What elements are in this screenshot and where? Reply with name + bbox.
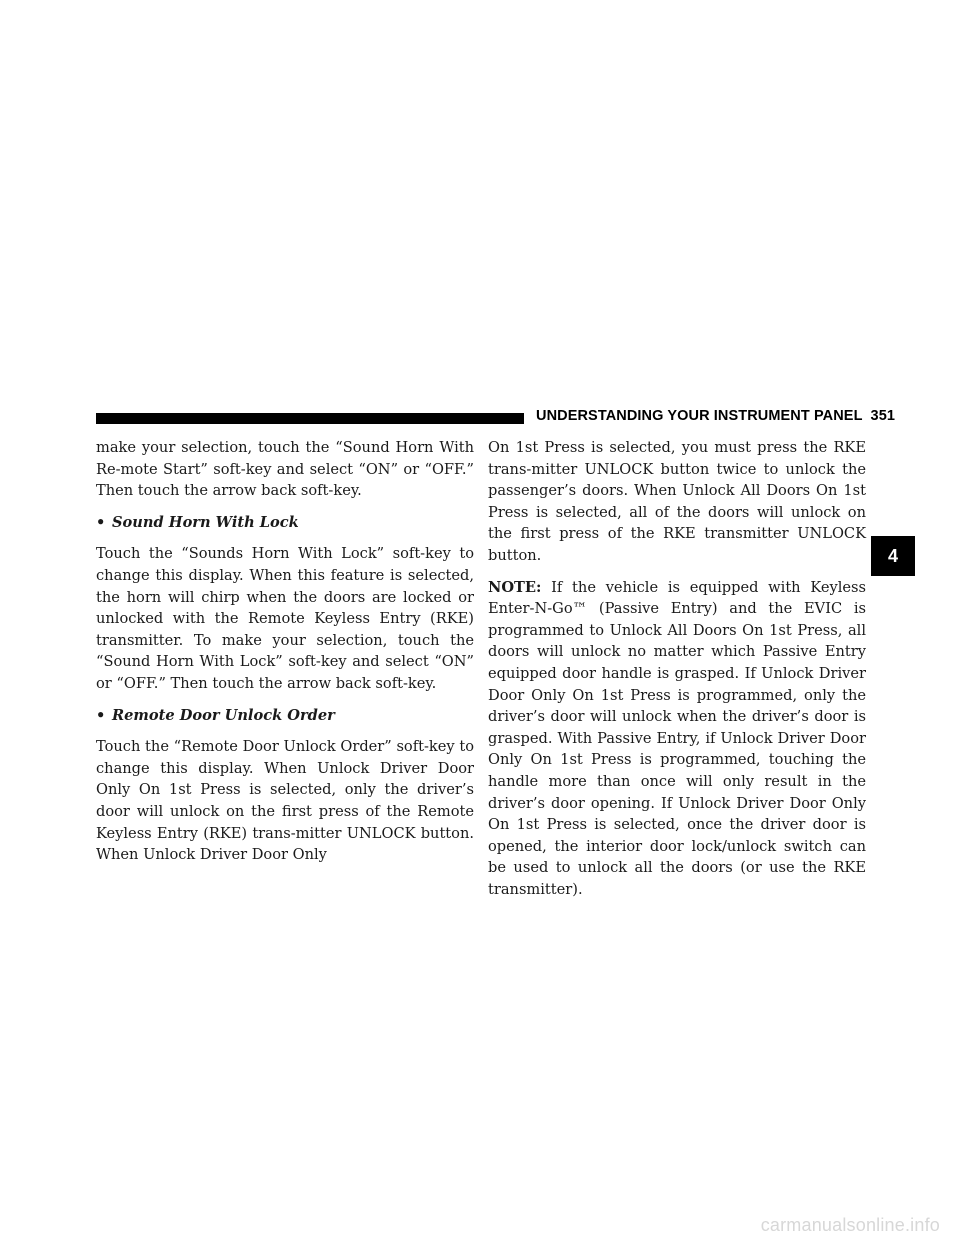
bullet-heading-text: Remote Door Unlock Order [112,706,335,724]
chapter-tab: 4 [871,536,915,576]
paragraph: Touch the “Remote Door Unlock Order” soft-key to change this display. When Unlock Driver Door Only On 1st Press is selected, only the driver’s door will unlock on the first press of the Remote Keyless Entry (RKE) trans-mitter UNLOCK button. When Unlock Driver Door Only [96,738,474,864]
right-column [488,437,866,910]
bullet-heading [96,512,474,534]
note-label: NOTE: [488,578,542,596]
bullet-icon: • [96,513,106,531]
watermark: carmanualsonline.info [760,1215,940,1235]
page-number: 351 [870,408,896,424]
paragraph: On 1st Press is selected, you must press the RKE trans-mitter UNLOCK button twice to unlock the passenger’s doors. When Unlock All Doors On 1st Press is selected, all of the doors will unlock on the first press of the RKE transmitter UNLOCK button. [488,439,866,564]
note-paragraph [488,577,866,901]
note-text: If the vehicle is equipped with Keyless Enter-N-Go™ (Passive Entry) and the EVIC is programmed to Unlock All Doors On 1st Press, all doors will unlock no matter which Passive Entry equipped door handle is grasped. If Unlock Driver Door Only On 1st Press is programmed, only the driver’s door will unlock when the driver’s door is grasped. With Passive Entry, if Unlock Driver Door Only On 1st Press is programmed, touching the handle more than once will only result in the driver’s door opening. If Unlock Driver Door Only On 1st Press is selected, once the driver door is opened, the interior door lock/unlock switch can be used to unlock all the doors (or use the RKE transmitter). [488,578,866,898]
paragraph: make your selection, touch the “Sound Horn With Re-mote Start” soft-key and select “ON” or “OFF.” Then touch the arrow back soft-key. [96,439,474,500]
paragraph: Touch the “Sounds Horn With Lock” soft-key to change this display. When this feature is selected, the horn will chirp when the doors are locked or unlocked with the Remote Keyless Entry (RKE) transmitter. To make your selection, touch the “Sound Horn With Lock” soft-key and select “ON” or “OFF.” Then touch the arrow back soft-key. [96,545,474,692]
bullet-heading-text: Sound Horn With Lock [112,513,299,531]
header-rule [96,413,524,424]
bullet-icon: • [96,706,106,724]
running-header [536,408,895,424]
section-title: UNDERSTANDING YOUR INSTRUMENT PANEL [536,408,863,424]
left-column [96,437,474,876]
bullet-heading [96,705,474,727]
